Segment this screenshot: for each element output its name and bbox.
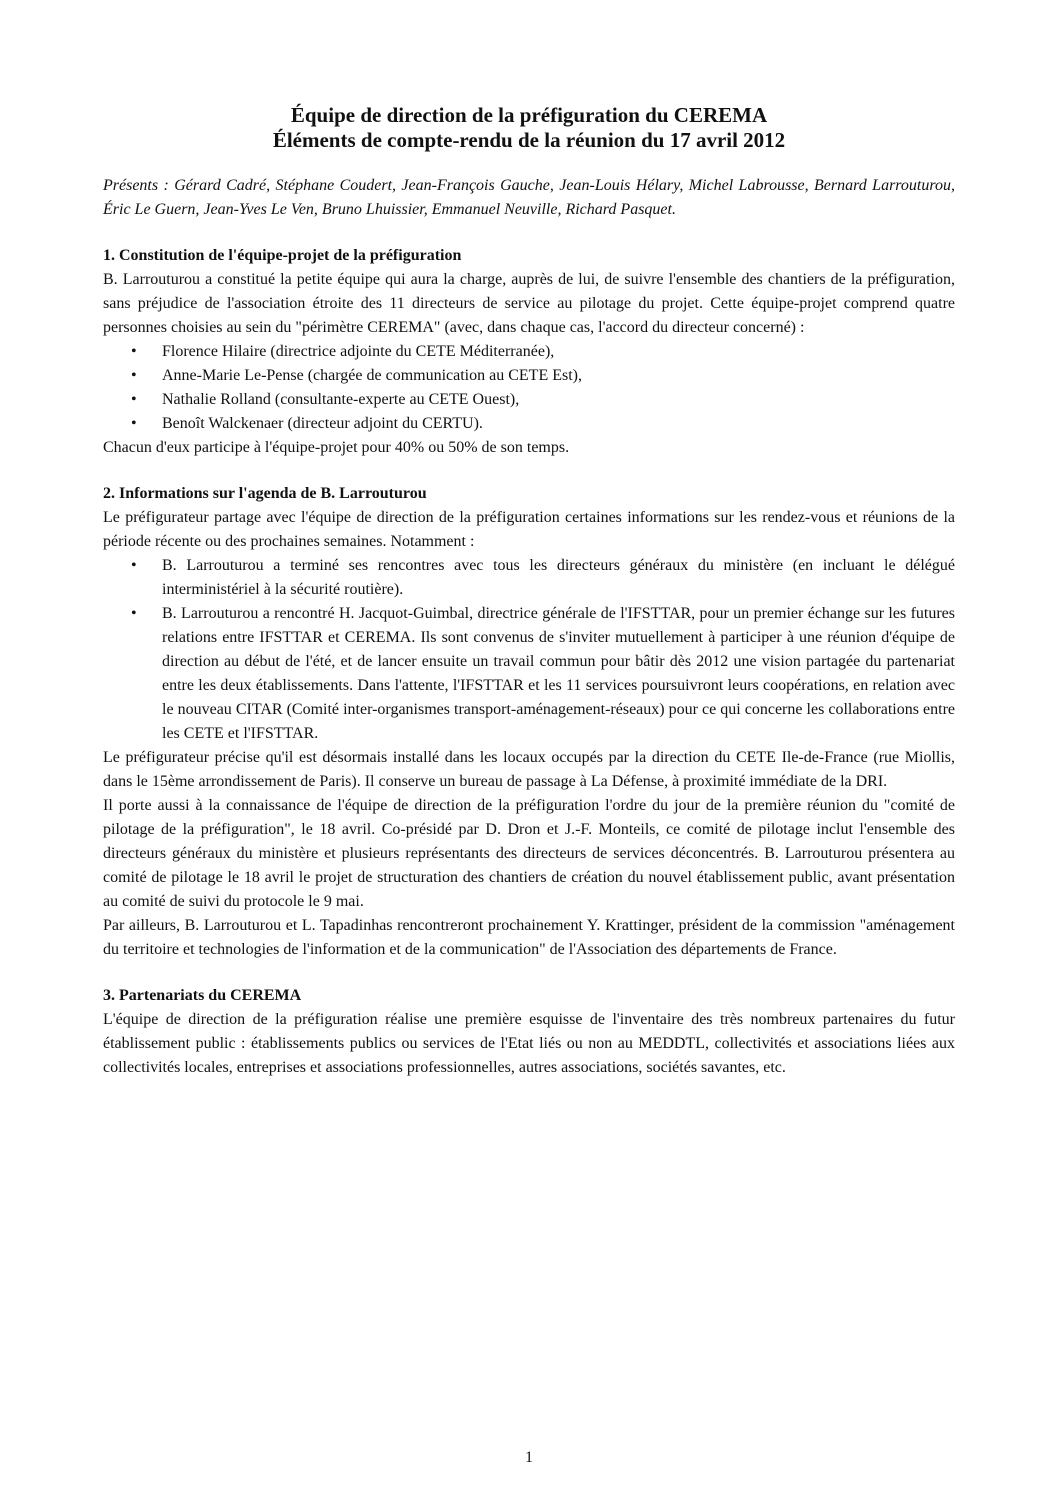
attendees-list: Présents : Gérard Cadré, Stéphane Coudert, Jean-François Gauche, Jean-Louis Hélary, Michel Labrousse, Bernard Larrouturou, Éric Le Guern, Jean-Yves Le Ven, Bruno Lhuissier, Emmanuel Neuville, Richard Pasquet. <box>103 177 955 218</box>
bullet-item: • Anne-Marie Le-Pense (chargée de communication au CETE Est), <box>103 364 955 388</box>
bullet-icon: • <box>131 367 137 384</box>
section-paragraph: B. Larrouturou a constitué la petite équipe qui aura la charge, auprès de lui, de suivre l'ensemble des chantiers de la préfiguration, sans préjudice de l'association étroite des 11 directeurs de service au pilotage du projet. Cette équipe-projet comprend quatre personnes choisies au sein du "périmètre CEREMA" (avec, dans chaque cas, l'accord du directeur concerné) : <box>103 271 955 336</box>
bullet-list <box>103 340 955 436</box>
section-paragraph: Par ailleurs, B. Larrouturou et L. Tapadinhas rencontreront prochainement Y. Krattinger, président de la commission "aménagement du territoire et technologies de l'information et de la communication" de l'Association des départements de France. <box>103 917 955 958</box>
section-1 <box>103 244 955 460</box>
page-number: 1 <box>525 1449 533 1466</box>
bullet-item: • Nathalie Rolland (consultante-experte au CETE Ouest), <box>103 388 955 412</box>
section-paragraph: Le préfigurateur précise qu'il est désormais installé dans les locaux occupés par la direction du CETE Ile-de-France (rue Miollis, dans le 15ème arrondissement de Paris). Il conserve un bureau de passage à La Défense, à proximité immédiate de la DRI. <box>103 749 955 790</box>
bullet-item: • Florence Hilaire (directrice adjointe du CETE Méditerranée), <box>103 340 955 364</box>
document-title <box>103 103 955 153</box>
section-heading: 2. Informations sur l'agenda de B. Larrouturou <box>103 485 427 502</box>
bullet-icon: • <box>131 343 137 360</box>
bullet-icon: • <box>131 557 137 574</box>
title-line-1: Équipe de direction de la préfiguration du CEREMA <box>290 103 768 127</box>
section-paragraph: Il porte aussi à la connaissance de l'équipe de direction de la préfiguration l'ordre du jour de la première réunion du "comité de pilotage de la préfiguration", le 18 avril. Co-présidé par D. Dron et J.-F. Monteils, ce comité de pilotage inclut l'ensemble des directeurs généraux du ministère et plusieurs représentants des directeurs de services déconcentrés. B. Larrouturou présentera au comité de pilotage le 18 avril le projet de structuration des chantiers de création du nouvel établissement public, avant présentation au comité de suivi du protocole le 9 mai. <box>103 797 955 910</box>
bullet-icon: • <box>131 605 137 622</box>
section-paragraph: L'équipe de direction de la préfiguration réalise une première esquisse de l'inventaire des très nombreux partenaires du futur établissement public : établissements publics ou services de l'Etat liés ou non au MEDDTL, collectivités et associations liées aux collectivités locales, entreprises et associations professionnelles, autres associations, sociétés savantes, etc. <box>103 1011 955 1076</box>
bullet-item: • B. Larrouturou a rencontré H. Jacquot-Guimbal, directrice générale de l'IFSTTAR, pour un premier échange sur les futures relations entre IFSTTAR et CEREMA. Ils sont convenus de s'inviter mutuellement à participer à une réunion d'équipe de direction au début de l'été, et de lancer ensuite un travail commun pour bâtir dès 2012 une vision partagée du partenariat entre les deux établissements. Dans l'attente, l'IFSTTAR et les 11 services poursuivront leurs coopérations, en relation avec le nouveau CITAR (Comité inter-organismes transport-aménagement-réseaux) pour ce qui concerne les collaborations entre les CETE et l'IFSTTAR. <box>103 602 955 746</box>
bullet-list <box>103 554 955 746</box>
bullet-icon: • <box>131 415 137 432</box>
document-page <box>103 103 955 1080</box>
bullet-icon: • <box>131 391 137 408</box>
title-line-2: Éléments de compte-rendu de la réunion du 17 avril 2012 <box>272 128 786 152</box>
section-3 <box>103 984 955 1080</box>
section-paragraph: Chacun d'eux participe à l'équipe-projet pour 40% ou 50% de son temps. <box>103 439 570 456</box>
bullet-item: • B. Larrouturou a terminé ses rencontres avec tous les directeurs généraux du ministère (en incluant le délégué interministériel à la sécurité routière). <box>103 554 955 602</box>
bullet-item: • Benoît Walckenaer (directeur adjoint du CERTU). <box>103 412 955 436</box>
section-heading: 1. Constitution de l'équipe-projet de la préfiguration <box>103 247 462 264</box>
section-heading: 3. Partenariats du CEREMA <box>103 987 302 1004</box>
section-2 <box>103 482 955 962</box>
section-paragraph: Le préfigurateur partage avec l'équipe de direction de la préfiguration certaines informations sur les rendez-vous et réunions de la période récente ou des prochaines semaines. Notamment : <box>103 509 955 550</box>
